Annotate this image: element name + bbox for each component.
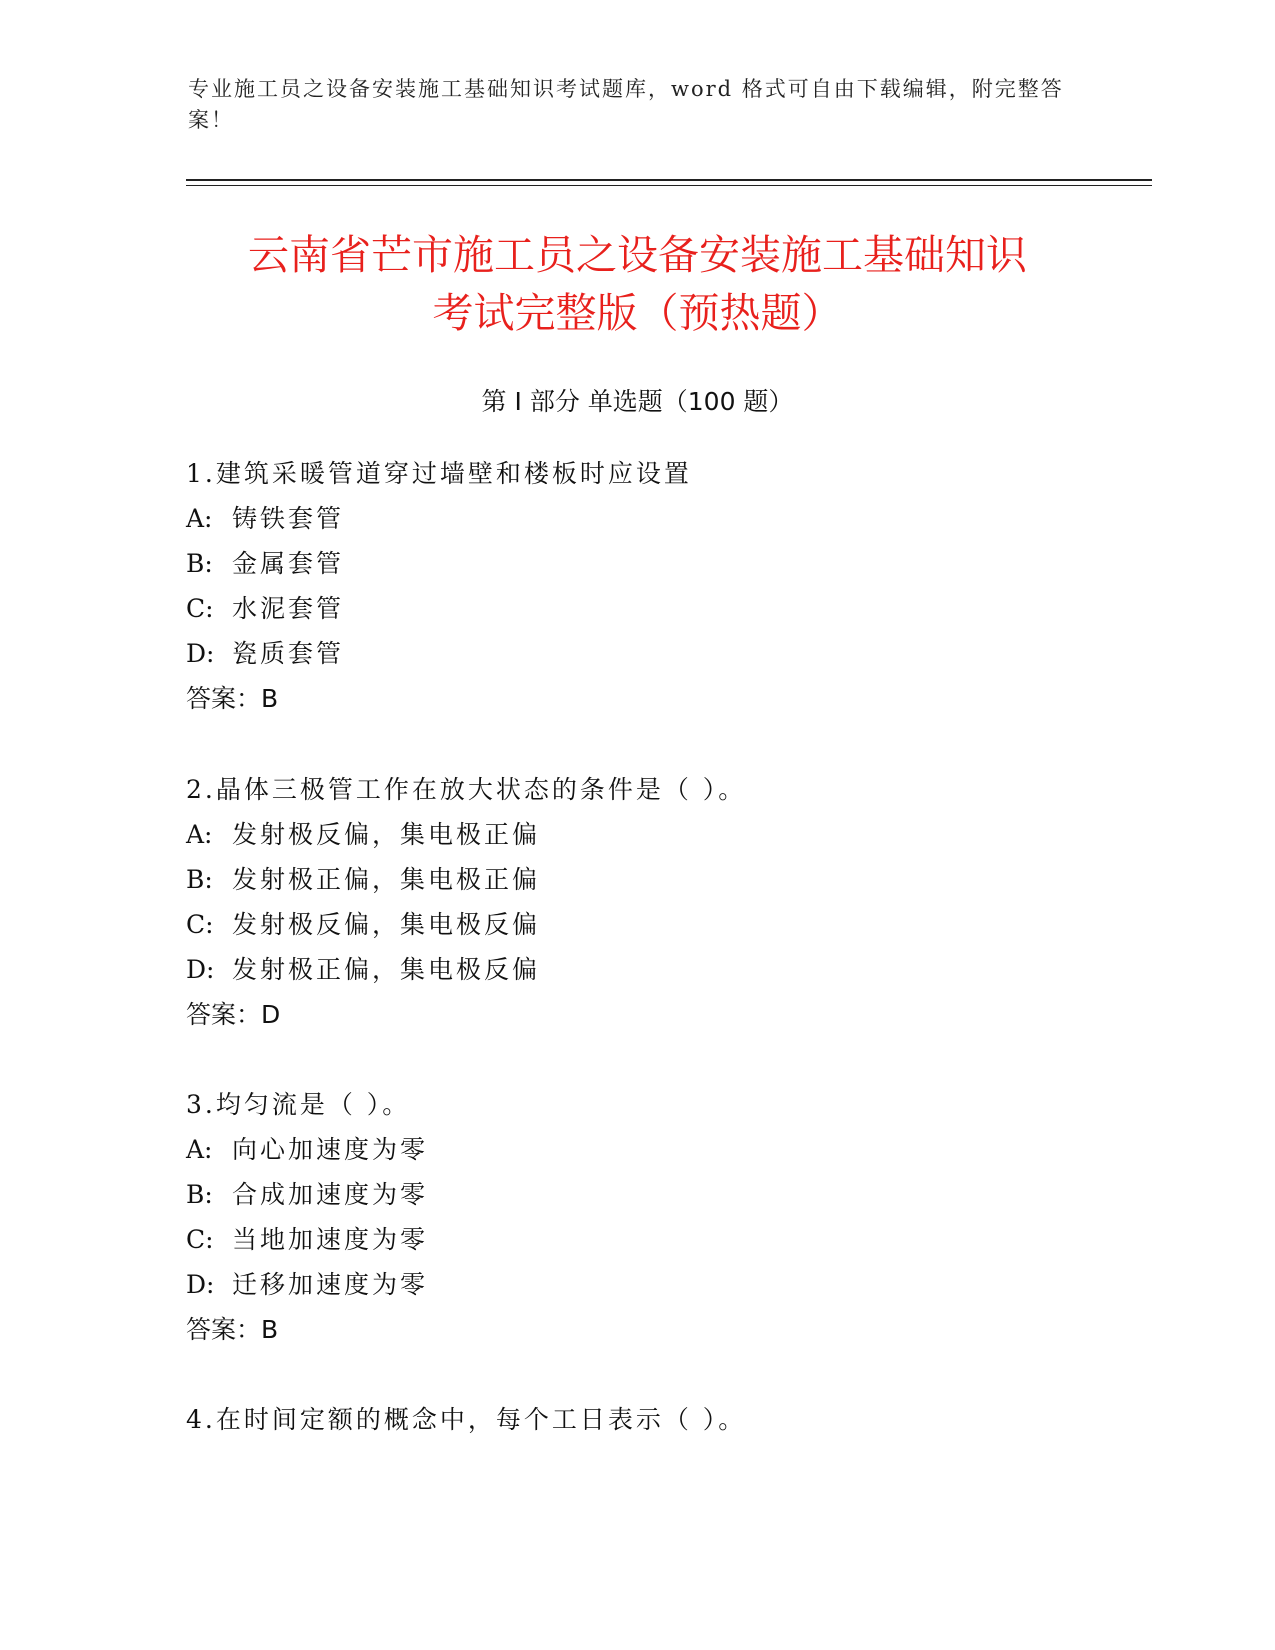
option-c [186,1217,1086,1262]
option-a [186,496,1086,541]
option-b [186,541,1086,586]
question-stem: 1.建筑采暖管道穿过墙壁和楼板时应设置 [186,459,692,488]
document-title-line-2: 考试完整版（预热题） [432,289,843,337]
question-3 [186,1082,1086,1352]
option-c [186,902,1086,947]
option-d [186,947,1086,992]
option-letter: B: [186,865,213,894]
question-2 [186,767,1086,1037]
document-title-line-1: 云南省芒市施工员之设备安装施工基础知识 [248,231,1027,279]
option-letter: D: [186,955,215,984]
answer-line: 答案：B [186,1315,279,1344]
option-a [186,812,1086,857]
option-letter: A: [186,820,213,849]
option-text: 迁移加速度为零 [232,1270,429,1299]
answer-line: 答案：B [186,684,279,713]
header-note: 专业施工员之设备安装施工基础知识考试题库，word 格式可自由下载编辑，附完整答案！ [188,77,1064,132]
option-letter: B: [186,549,213,578]
option-b [186,857,1086,902]
option-text: 合成加速度为零 [232,1180,429,1209]
option-text: 发射极正偏，集电极反偏 [232,955,541,984]
question-stem: 4.在时间定额的概念中，每个工日表示（ ）。 [186,1405,747,1434]
option-d [186,1262,1086,1307]
option-text: 发射极反偏，集电极正偏 [232,820,541,849]
option-a [186,1127,1086,1172]
question-1 [186,451,1086,721]
option-text: 发射极反偏，集电极反偏 [232,910,541,939]
option-text: 当地加速度为零 [232,1225,429,1254]
option-letter: B: [186,1180,213,1209]
option-letter: A: [186,504,213,533]
option-letter: C: [186,594,214,623]
document-title [160,226,1115,342]
question-4 [186,1397,1086,1442]
option-text: 向心加速度为零 [232,1135,429,1164]
option-letter: C: [186,1225,214,1254]
option-text: 水泥套管 [232,594,345,623]
option-b [186,1172,1086,1217]
header-divider-thick [186,179,1152,181]
option-text: 金属套管 [232,549,345,578]
option-letter: C: [186,910,214,939]
section-heading: 第 I 部分 单选题（100 题） [481,387,794,416]
option-c [186,586,1086,631]
question-stem: 3.均匀流是（ ）。 [186,1090,411,1119]
option-letter: D: [186,639,215,668]
header-divider-thin [186,185,1152,186]
option-letter: D: [186,1270,215,1299]
option-letter: A: [186,1135,213,1164]
option-d [186,631,1086,676]
option-text: 发射极正偏，集电极正偏 [232,865,541,894]
option-text: 瓷质套管 [232,639,345,668]
answer-line: 答案：D [186,1000,281,1029]
question-stem: 2.晶体三极管工作在放大状态的条件是（ ）。 [186,775,747,804]
option-text: 铸铁套管 [232,504,345,533]
